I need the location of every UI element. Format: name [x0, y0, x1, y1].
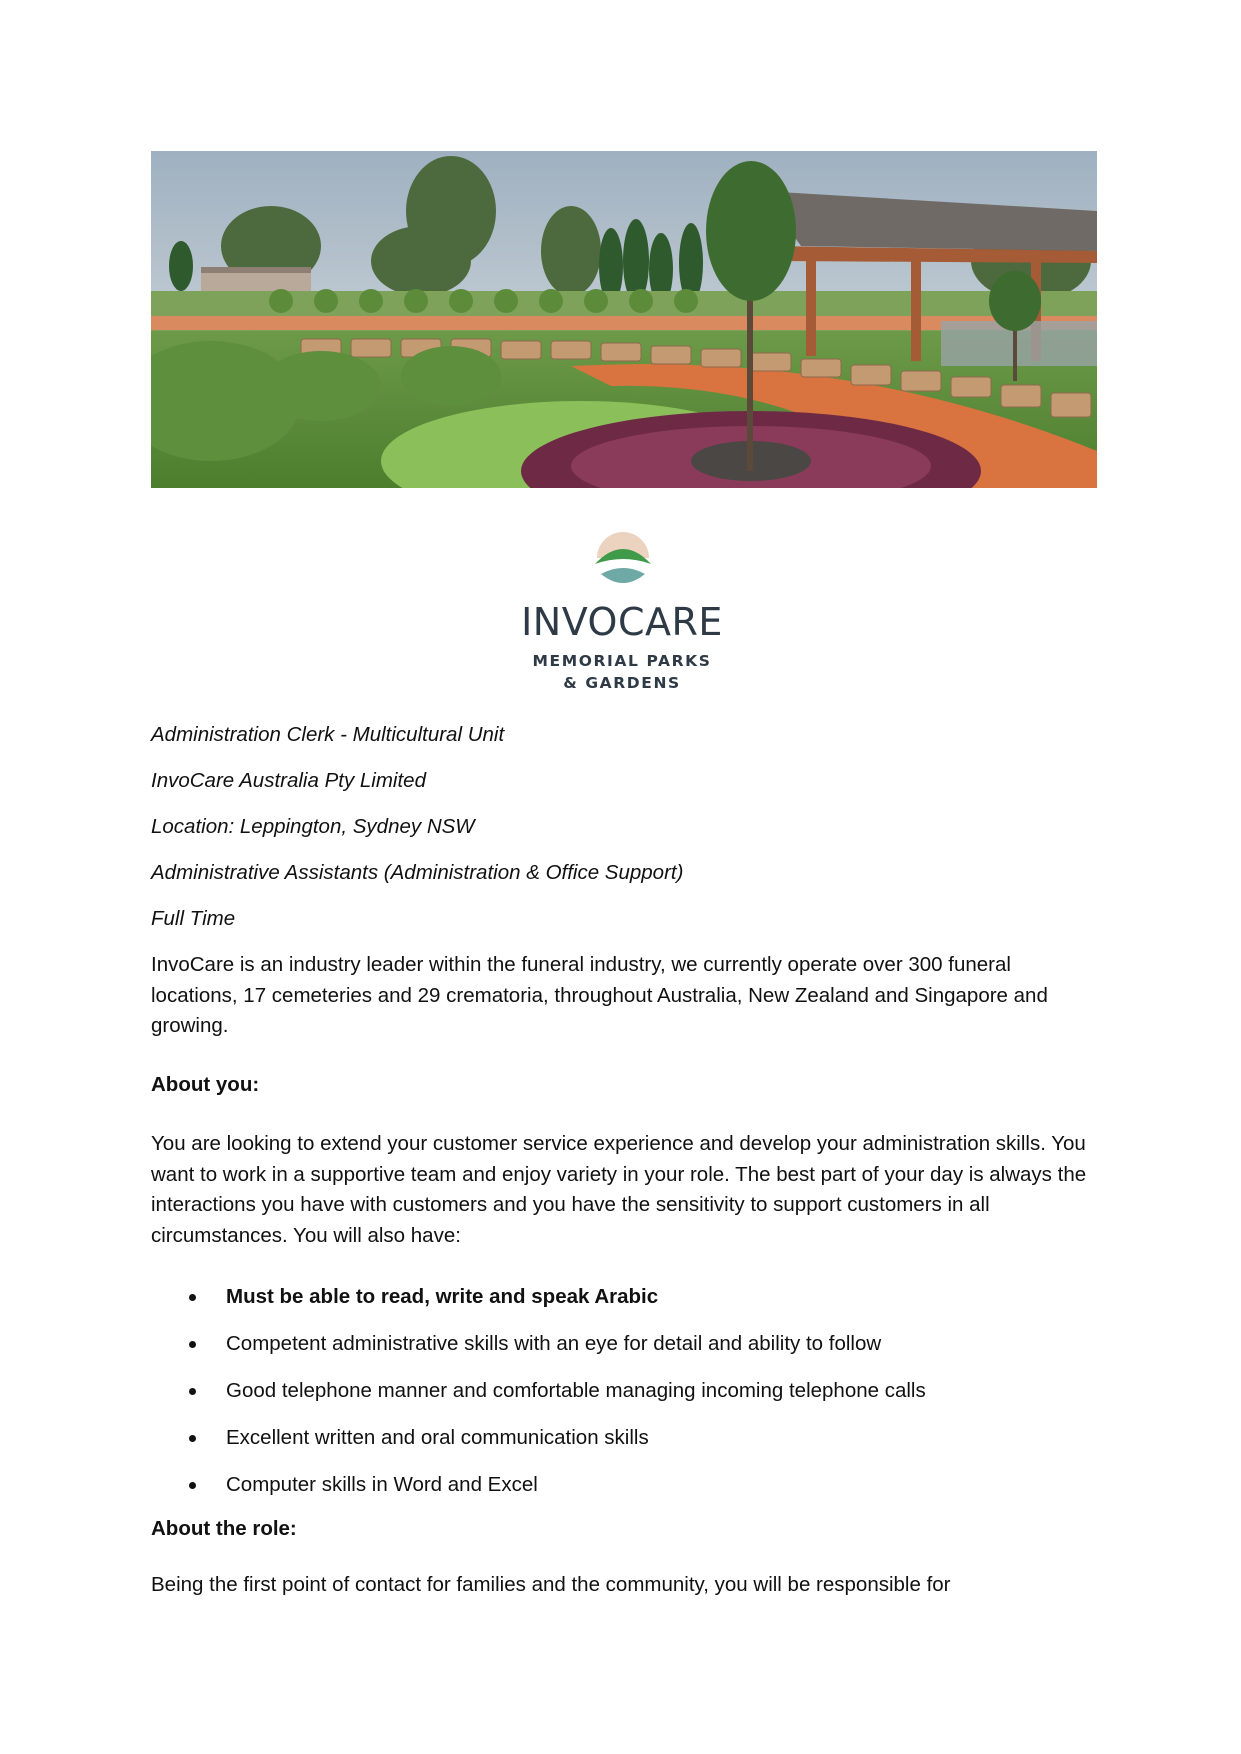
logo-tagline-line1: MEMORIAL PARKS — [532, 652, 712, 670]
intro-paragraph: InvoCare is an industry leader within the funeral industry, we currently operate over 300 funeral locations, 17 cemeteries and 29 crematoria, throughout Australia, New Zealand and Singapore and growing. — [151, 953, 1048, 1037]
logo-wordmark: INVOCARE — [521, 600, 723, 644]
list-item-text: Computer skills in Word and Excel — [226, 1473, 538, 1496]
work-type: Full Time — [151, 907, 236, 930]
list-item-text: Excellent written and oral communication skills — [226, 1426, 649, 1449]
job-title: Administration Clerk - Multicultural Unit — [151, 723, 505, 746]
list-item-text: Good telephone manner and comfortable managing incoming telephone calls — [226, 1379, 926, 1402]
list-item-text: Competent administrative skills with an eye for detail and ability to follow — [226, 1332, 882, 1355]
bullet-icon — [189, 1294, 196, 1301]
list-item — [151, 1331, 1091, 1378]
bullet-icon — [189, 1388, 196, 1395]
list-item — [151, 1284, 1091, 1331]
list-item — [151, 1472, 1091, 1519]
bullet-icon — [189, 1482, 196, 1489]
about-you-paragraph: You are looking to extend your customer service experience and develop your administration skills. You want to work in a supportive team and enjoy variety in your role. The best part of your day is always the interactions you have with customers and you have the sensitivity to support customers in all circumstances. You will also have: — [151, 1132, 1087, 1247]
list-item — [151, 1378, 1091, 1425]
job-category: Administrative Assistants (Administration & Office Support) — [151, 861, 684, 884]
invocare-logo — [503, 528, 741, 696]
about-you-heading: About you: — [151, 1073, 260, 1096]
about-role-heading: About the role: — [151, 1517, 297, 1540]
list-item — [151, 1425, 1091, 1472]
requirements-list — [151, 1284, 1091, 1519]
bullet-icon — [189, 1341, 196, 1348]
logo-tagline — [503, 650, 741, 694]
logo-mark-icon — [593, 528, 653, 590]
about-role-paragraph: Being the first point of contact for families and the community, you will be responsible for — [151, 1573, 951, 1596]
company-name: InvoCare Australia Pty Limited — [151, 769, 426, 792]
bullet-icon — [189, 1435, 196, 1442]
logo-tagline-line2: & GARDENS — [563, 674, 681, 692]
memorial-garden-photo — [151, 151, 1097, 488]
list-item-text: Must be able to read, write and speak Arabic — [226, 1285, 659, 1308]
job-location: Location: Leppington, Sydney NSW — [151, 815, 475, 838]
